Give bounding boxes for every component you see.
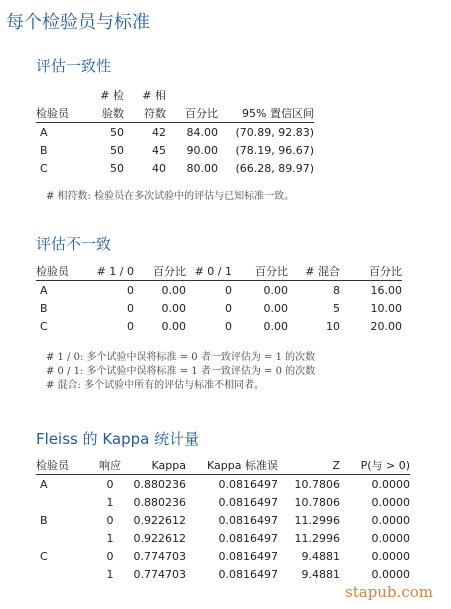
- agreement-header-top-cell: [36, 84, 88, 102]
- table-cell: 0.880236: [133, 495, 186, 509]
- table-cell: 16.00: [370, 283, 402, 297]
- table-cell: 1: [106, 495, 114, 509]
- table-cell: (78.19, 96.67): [235, 143, 314, 157]
- table-cell: 10.7806: [294, 495, 340, 509]
- table-row: [36, 493, 410, 511]
- table-cell: 0.0816497: [218, 477, 278, 491]
- table-cell: 0.00: [263, 301, 288, 315]
- table-cell: 0.0816497: [218, 513, 278, 527]
- agreement-header-cell: 95% 置信区间: [218, 102, 314, 123]
- table-cell: C: [40, 319, 48, 333]
- table-cell: 0.0816497: [218, 531, 278, 545]
- agreement-header-top-cell: # 相: [142, 89, 166, 102]
- table-cell: 50: [110, 143, 124, 157]
- table-cell: 0.0000: [371, 531, 410, 545]
- disagreement-notes: [46, 351, 315, 393]
- page-title: 每个检验员与标准: [6, 12, 150, 33]
- agreement-note: [46, 190, 294, 204]
- agreement-header-cell: 百分比: [166, 102, 218, 123]
- table-cell: 42: [152, 125, 166, 139]
- agreement-header-cell: 验数: [88, 102, 124, 123]
- table-row: [36, 565, 410, 583]
- table-cell: 0.774703: [133, 567, 186, 581]
- fleiss-header-cell: 检验员: [36, 454, 90, 475]
- table-cell: 0.0000: [371, 495, 410, 509]
- agreement-header-row: [36, 102, 314, 123]
- table-cell: (66.28, 89.97): [235, 161, 314, 175]
- fleiss-table: [36, 454, 410, 583]
- table-cell: 0: [225, 283, 232, 297]
- table-cell: B: [40, 513, 48, 527]
- table-cell: 45: [152, 143, 166, 157]
- table-cell: A: [40, 283, 48, 297]
- table-cell: 0.0816497: [218, 549, 278, 563]
- table-row: [36, 281, 402, 300]
- table-cell: 9.4881: [301, 549, 340, 563]
- table-cell: 0: [106, 513, 114, 527]
- note-line: # 0 / 1: 多个试验中误将标准 = 1 者一致评估为 = 0 的次数: [46, 366, 316, 377]
- table-cell: 0.0000: [371, 549, 410, 563]
- table-cell: 9.4881: [301, 567, 340, 581]
- table-cell: 40: [152, 161, 166, 175]
- table-cell: 20.00: [370, 319, 402, 333]
- disagreement-table: [36, 260, 402, 335]
- disagreement-header-cell: # 0 / 1: [186, 260, 232, 281]
- table-cell: 5: [333, 301, 340, 315]
- table-cell: B: [40, 143, 48, 157]
- agreement-header-top-cell: [166, 84, 218, 102]
- table-row: [36, 123, 314, 142]
- table-cell: 1: [106, 567, 114, 581]
- table-cell: 0.922612: [133, 531, 186, 545]
- fleiss-header-cell: Kappa 标准误: [186, 454, 278, 475]
- table-cell: 80.00: [186, 161, 218, 175]
- fleiss-header-cell: Z: [278, 454, 340, 475]
- table-cell: 0.00: [161, 301, 186, 315]
- table-cell: 0: [106, 549, 114, 563]
- fleiss-header-cell: Kappa: [130, 454, 186, 475]
- agreement-table: [36, 84, 314, 177]
- table-row: [36, 475, 410, 494]
- table-cell: 0: [225, 301, 232, 315]
- table-cell: A: [40, 125, 48, 139]
- table-cell: 10.7806: [294, 477, 340, 491]
- table-cell: 0.00: [161, 283, 186, 297]
- table-cell: 0: [127, 283, 134, 297]
- table-cell: 0: [127, 319, 134, 333]
- table-cell: C: [40, 549, 48, 563]
- table-row: [36, 511, 410, 529]
- table-cell: 0.0816497: [218, 567, 278, 581]
- disagreement-header-cell: 百分比: [232, 260, 288, 281]
- agreement-header-top-cell: # 检: [100, 89, 124, 102]
- disagreement-header-cell: # 混合: [288, 260, 340, 281]
- agreement-header-top-row: [36, 84, 314, 102]
- table-row: [36, 317, 402, 335]
- table-cell: 0: [106, 477, 114, 491]
- table-cell: 10.00: [370, 301, 402, 315]
- table-cell: [36, 529, 90, 547]
- table-cell: A: [40, 477, 48, 491]
- table-cell: 10: [326, 319, 340, 333]
- table-cell: 0.922612: [133, 513, 186, 527]
- table-cell: 0.0000: [371, 567, 410, 581]
- fleiss-header-cell: 响应: [90, 454, 130, 475]
- table-cell: 0.00: [161, 319, 186, 333]
- fleiss-header-cell: P(与 > 0): [340, 454, 410, 475]
- agreement-header-top-cell: [218, 84, 314, 102]
- table-cell: 0.774703: [133, 549, 186, 563]
- table-row: [36, 299, 402, 317]
- disagreement-header-cell: 百分比: [134, 260, 186, 281]
- disagreement-header-cell: # 1 / 0: [88, 260, 134, 281]
- table-cell: 11.2996: [294, 513, 340, 527]
- table-cell: 0.00: [263, 319, 288, 333]
- table-row: [36, 159, 314, 177]
- table-cell: 84.00: [186, 125, 218, 139]
- table-cell: 0: [225, 319, 232, 333]
- disagreement-header-cell: 检验员: [36, 260, 88, 281]
- table-row: [36, 529, 410, 547]
- watermark: stapub.com: [345, 583, 433, 601]
- table-cell: B: [40, 301, 48, 315]
- table-row: [36, 141, 314, 159]
- table-cell: 1: [106, 531, 114, 545]
- table-cell: C: [40, 161, 48, 175]
- table-cell: 0.00: [263, 283, 288, 297]
- table-cell: 8: [333, 283, 340, 297]
- table-cell: 0.0816497: [218, 495, 278, 509]
- table-cell: (70.89, 92.83): [235, 125, 314, 139]
- table-cell: 50: [110, 161, 124, 175]
- note-line: # 相符数: 检验员在多次试验中的评估与已知标准一致。: [46, 191, 295, 202]
- table-row: [36, 547, 410, 565]
- table-cell: [36, 565, 90, 583]
- table-cell: 50: [110, 125, 124, 139]
- table-cell: 0.0000: [371, 477, 410, 491]
- disagreement-header-cell: 百分比: [340, 260, 402, 281]
- table-cell: 0.0000: [371, 513, 410, 527]
- table-cell: 0: [127, 301, 134, 315]
- table-cell: 90.00: [186, 143, 218, 157]
- fleiss-title: Fleiss 的 Kappa 统计量: [36, 430, 200, 448]
- agreement-header-cell: 检验员: [36, 102, 88, 123]
- fleiss-header-row: [36, 454, 410, 475]
- note-line: # 1 / 0: 多个试验中误将标准 = 0 者一致评估为 = 1 的次数: [46, 352, 316, 363]
- table-cell: [36, 493, 90, 511]
- table-cell: 0.880236: [133, 477, 186, 491]
- disagreement-header-row: [36, 260, 402, 281]
- agreement-header-cell: 符数: [124, 102, 166, 123]
- disagreement-title: 评估不一致: [36, 235, 112, 253]
- agreement-title: 评估一致性: [36, 57, 112, 75]
- note-line: # 混合: 多个试验中所有的评估与标准不相同者。: [46, 380, 265, 391]
- table-cell: 11.2996: [294, 531, 340, 545]
